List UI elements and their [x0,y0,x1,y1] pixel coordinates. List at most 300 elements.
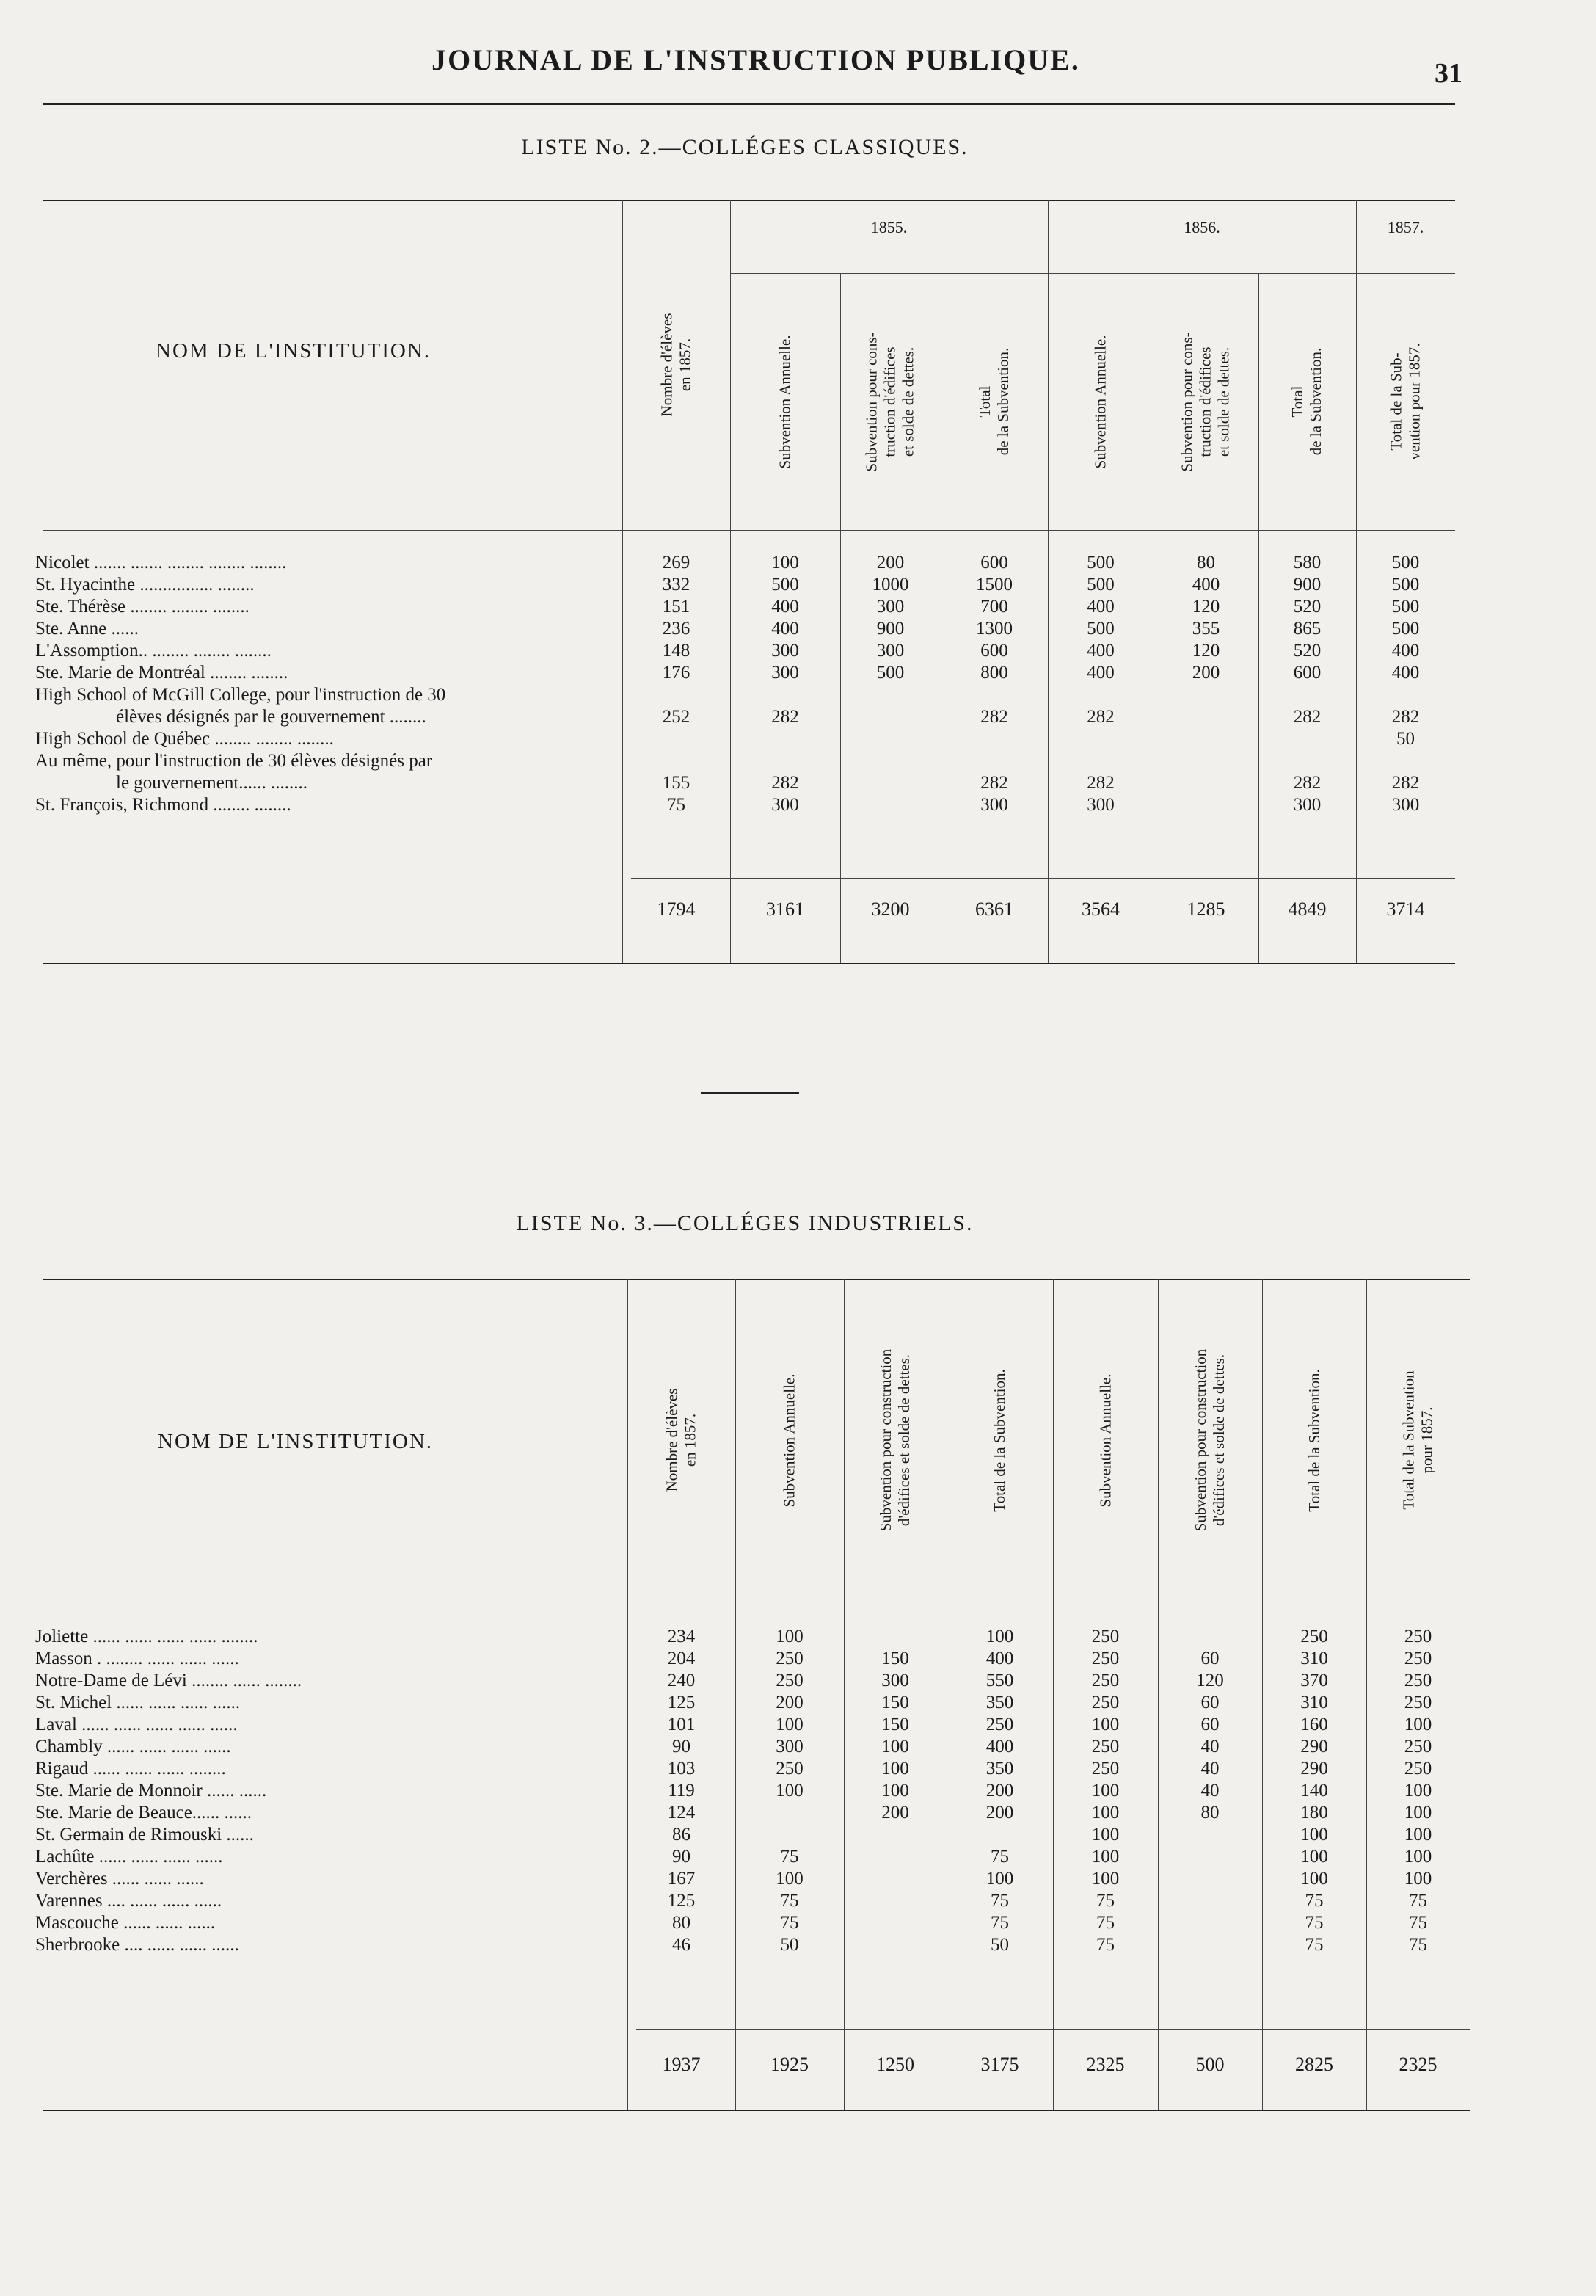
table-cell [844,1934,947,1956]
table-cell [1158,1890,1262,1912]
list3-column-header: Total de la Subvention pour 1857. [1399,1370,1436,1510]
table-cell: 300 [876,597,905,617]
total-cell: 1794 [657,898,696,920]
table-cell: 60 [1200,1715,1220,1734]
table-cell: 90 [672,1737,690,1756]
total-cell: 1925 [770,2054,809,2075]
table-cell [844,1890,947,1912]
table-cell: 75 [1305,1935,1324,1955]
table-row [35,1890,1470,1912]
institution-name: Verchères ...... ...... ...... [35,1869,204,1889]
table-cell: 250 [1404,1759,1432,1779]
table-row [35,552,1455,574]
table-cell: 150 [881,1649,909,1668]
table-cell: 400 [1087,597,1115,617]
total-cell: 3175 [980,2054,1019,2075]
table-row [35,1912,1470,1934]
table-cell: 282 [1293,707,1322,727]
table-cell: 500 [1087,575,1115,595]
table-row [35,618,1455,640]
list2-column-header: Subvention Annuelle. [1091,335,1109,468]
institution-name: Masson . ........ ...... ...... ...... [35,1649,239,1668]
table-cell: 176 [662,663,690,683]
table-cell [1158,1626,1262,1648]
total-cell: 2825 [1295,2054,1333,2075]
table-cell: 350 [985,1759,1014,1779]
table-cell: 40 [1200,1759,1220,1779]
table-cell: 75 [991,1847,1009,1867]
table-cell [1048,728,1154,750]
table-cell: 120 [1192,641,1220,661]
list3-table [35,1626,1470,1956]
table-cell: 332 [662,575,690,595]
table-cell: 282 [771,707,799,727]
table-cell [622,728,730,750]
total-cell: 1250 [876,2054,914,2075]
table-cell: 150 [881,1693,909,1712]
table-cell [840,728,941,750]
table-cell: 100 [1091,1715,1120,1734]
institution-name: Sherbrooke .... ...... ...... ...... [35,1935,239,1955]
list2-year-1857: 1857. [1387,218,1424,236]
table-cell: 520 [1293,597,1322,617]
total-cell: 4849 [1288,898,1327,920]
table-cell: 125 [667,1693,696,1712]
table-cell: 100 [776,1715,804,1734]
list2-column-header: Total de la Subvention. [976,347,1012,456]
table-cell: 400 [1391,663,1420,683]
table-cell: 155 [662,773,690,793]
list2-totals [622,898,1455,920]
table-cell: 250 [985,1715,1014,1734]
table-cell: 250 [1404,1671,1432,1690]
table-cell: 500 [1391,575,1420,595]
table-cell: 100 [1300,1825,1328,1845]
table-cell: 350 [985,1693,1014,1712]
table-cell: 1300 [976,619,1013,639]
institution-name: Ste. Marie de Montréal ........ ........ [35,663,288,683]
table-cell [1154,684,1258,728]
table-cell [844,1626,947,1648]
list2-bottom-rule [43,963,1455,964]
institution-name: Ste. Thérèse ........ ........ ........ [35,597,249,617]
institution-name: High School of McGill College, pour l'instruction de 30 élèves désignés par le gouvernement ........ [35,685,446,727]
table-cell [844,1824,947,1846]
table-cell: 300 [771,663,799,683]
table-cell: 90 [672,1847,690,1867]
table-cell: 101 [667,1715,696,1734]
table-cell: 700 [980,597,1008,617]
table-row [35,1626,1470,1648]
table-cell: 151 [662,597,690,617]
table-cell: 75 [780,1891,799,1911]
table-cell: 200 [776,1693,804,1712]
table-cell: 240 [667,1671,696,1690]
table-cell: 300 [876,641,905,661]
table-cell: 75 [780,1847,799,1867]
institution-name: St. Germain de Rimouski ...... [35,1825,254,1845]
table-cell: 100 [1091,1825,1120,1845]
total-cell: 1937 [662,2054,701,2075]
table-cell: 100 [881,1781,909,1801]
table-cell: 250 [776,1649,804,1668]
table-cell: 80 [1197,553,1215,573]
list3-column-header: Total de la Subvention. [1305,1368,1323,1512]
table-cell: 50 [991,1935,1009,1955]
institution-name: Nicolet ....... ....... ........ ........ ........ [35,553,287,573]
table-row [35,1934,1470,1956]
list2-column-header: Subvention Annuelle. [776,335,794,468]
table-cell: 500 [1087,619,1115,639]
total-cell: 500 [1195,2054,1225,2075]
table-cell: 86 [672,1825,690,1845]
list3-bottom-rule [43,2110,1470,2111]
table-cell: 234 [667,1627,696,1646]
table-cell: 1500 [976,575,1013,595]
table-cell: 400 [1391,641,1420,661]
table-cell [844,1912,947,1934]
institution-name: Notre-Dame de Lévi ........ ...... ........ [35,1671,302,1690]
table-cell: 600 [1293,663,1322,683]
table-cell: 40 [1200,1737,1220,1756]
list2-column-header: Subvention pour cons- truction d'édifices et solde de dettes. [1178,331,1233,472]
table-cell [840,794,941,816]
table-cell: 148 [662,641,690,661]
table-cell: 290 [1300,1759,1328,1779]
table-cell [730,728,840,750]
table-cell [840,684,941,728]
list3-total-rule [636,2029,1470,2030]
table-cell: 500 [1391,597,1420,617]
table-cell: 300 [1293,795,1322,815]
table-cell [844,1868,947,1890]
table-cell: 400 [1087,641,1115,661]
table-row [35,574,1455,596]
table-cell: 75 [667,795,685,815]
table-cell [840,750,941,794]
table-cell [1158,1934,1262,1956]
total-cell: 3200 [871,898,910,920]
table-cell: 250 [1091,1693,1120,1712]
table-cell: 520 [1293,641,1322,661]
institution-name: Chambly ...... ...... ...... ...... [35,1737,231,1756]
table-cell: 250 [1404,1737,1432,1756]
table-cell: 75 [991,1913,1009,1933]
total-cell: 1285 [1187,898,1225,920]
total-cell: 6361 [975,898,1013,920]
table-row [35,1758,1470,1780]
table-cell: 580 [1293,553,1322,573]
table-cell: 100 [1091,1847,1120,1867]
table-cell: 250 [1091,1627,1120,1646]
table-cell: 120 [1196,1671,1224,1690]
table-row [35,1846,1470,1868]
list2-header-rule [43,530,1455,531]
table-row [35,728,1455,750]
list3-totals [627,2054,1470,2076]
list2-column-header: Nombre d'élèves en 1857. [657,313,694,417]
table-cell: 300 [771,795,799,815]
header-rule [43,103,1455,109]
table-cell: 100 [1404,1825,1432,1845]
list2-top-rule [43,200,1455,201]
table-cell: 600 [980,553,1008,573]
list2-name-header: NOM DE L'INSTITUTION. [156,339,431,363]
table-cell: 282 [1087,773,1115,793]
table-row [35,662,1455,684]
table-cell: 75 [1305,1913,1324,1933]
total-cell: 3564 [1082,898,1120,920]
total-cell: 2325 [1086,2054,1125,2075]
list2-column-header: Subvention pour cons- truction d'édifices et solde de dettes. [863,331,917,472]
table-cell: 400 [771,597,799,617]
table-cell [1158,1824,1262,1846]
table-cell: 200 [985,1781,1014,1801]
table-cell: 75 [1409,1935,1427,1955]
table-row [35,1868,1470,1890]
table-cell: 250 [1404,1649,1432,1668]
table-cell [1158,1868,1262,1890]
institution-name: Mascouche ...... ...... ...... [35,1913,216,1933]
table-cell: 100 [1091,1781,1120,1801]
table-cell: 800 [980,663,1008,683]
table-cell: 400 [771,619,799,639]
institution-name: Joliette ...... ...... ...... ...... ........ [35,1627,258,1646]
institution-name: Ste. Anne ...... [35,619,139,639]
table-cell: 282 [1391,707,1420,727]
table-cell: 865 [1293,619,1322,639]
table-row [35,1824,1470,1846]
table-cell: 500 [1087,553,1115,573]
table-cell: 75 [1096,1935,1115,1955]
table-cell: 100 [985,1627,1014,1646]
total-cell: 3161 [766,898,804,920]
list2-year-1855: 1855. [870,218,908,236]
table-cell: 400 [985,1737,1014,1756]
list3-column-header: Nombre d'élèves en 1857. [663,1388,699,1492]
table-cell: 300 [980,795,1008,815]
table-cell [1158,1846,1262,1868]
table-cell: 500 [1391,553,1420,573]
list3-name-header: NOM DE L'INSTITUTION. [158,1430,434,1453]
table-cell: 100 [1404,1715,1432,1734]
institution-name: Laval ...... ...... ...... ...... ...... [35,1715,238,1734]
table-cell: 150 [881,1715,909,1734]
table-cell: 46 [672,1935,690,1955]
table-cell: 200 [876,553,905,573]
table-cell: 119 [668,1781,695,1801]
table-cell: 100 [771,553,799,573]
table-cell: 355 [1192,619,1220,639]
total-cell: 3714 [1386,898,1425,920]
table-cell: 500 [771,575,799,595]
table-cell: 250 [1404,1693,1432,1712]
table-cell: 100 [1300,1869,1328,1889]
table-row [35,596,1455,618]
page-number: 31 [1435,58,1462,89]
institution-name: High School de Québec ........ ........ ........ [35,729,334,749]
table-cell: 300 [881,1671,909,1690]
table-cell: 75 [1409,1891,1427,1911]
section-divider [701,1092,799,1094]
table-cell: 310 [1300,1649,1328,1668]
list2-title: LISTE No. 2.—COLLÉGES CLASSIQUES. [521,135,969,159]
table-cell: 100 [1404,1847,1432,1867]
table-cell: 252 [662,707,690,727]
table-cell [1154,750,1258,794]
list3-title: LISTE No. 3.—COLLÉGES INDUSTRIELS. [516,1211,974,1235]
table-cell: 1000 [872,575,909,595]
list2-column-header: Total de la Subvention. [1289,347,1325,456]
table-cell: 282 [980,707,1008,727]
institution-name: Au même, pour l'instruction de 30 élèves désignés par le gouvernement...... ........ [35,751,433,793]
table-cell: 40 [1200,1781,1220,1801]
table-cell: 100 [1404,1781,1432,1801]
table-cell: 140 [1300,1781,1328,1801]
table-cell: 60 [1200,1649,1220,1668]
journal-title: JOURNAL DE L'INSTRUCTION PUBLIQUE. [431,43,1080,76]
table-cell: 100 [1404,1803,1432,1823]
table-cell: 600 [980,641,1008,661]
table-cell [735,1824,844,1846]
table-cell: 282 [1391,773,1420,793]
table-cell [1154,794,1258,816]
table-cell [735,1802,844,1824]
table-cell [1258,728,1356,750]
institution-name: St. Michel ...... ...... ...... ...... [35,1693,241,1712]
table-cell: 100 [1091,1869,1120,1889]
table-row [35,684,1455,728]
table-cell: 500 [1391,619,1420,639]
table-cell: 75 [780,1913,799,1933]
list2-total-rule [631,878,1455,879]
table-cell: 60 [1200,1693,1220,1712]
table-cell: 100 [881,1737,909,1756]
table-cell: 282 [980,773,1008,793]
table-cell: 400 [985,1649,1014,1668]
list3-column-header: Subvention Annuelle. [780,1373,798,1507]
institution-name: Ste. Marie de Monnoir ...... ...... [35,1781,267,1801]
table-cell: 250 [776,1759,804,1779]
list2-table [35,552,1455,816]
table-cell: 80 [1200,1803,1220,1823]
table-cell: 50 [780,1935,799,1955]
table-cell: 124 [667,1803,696,1823]
list2-year-1856: 1856. [1184,218,1220,236]
table-cell: 200 [985,1803,1014,1823]
table-cell: 300 [1087,795,1115,815]
table-cell: 200 [1192,663,1220,683]
table-cell: 100 [881,1759,909,1779]
list3-column-header: Subvention pour construction d'édifices et solde de dettes. [877,1348,914,1532]
total-cell: 2325 [1399,2054,1438,2075]
table-cell: 75 [1096,1891,1115,1911]
institution-name: Ste. Marie de Beauce...... ...... [35,1803,252,1823]
table-row [35,1670,1470,1692]
table-cell: 300 [776,1737,804,1756]
table-row [35,1780,1470,1802]
table-cell: 103 [667,1759,696,1779]
table-cell: 100 [1404,1869,1432,1889]
table-cell: 250 [1091,1671,1120,1690]
table-cell: 282 [771,773,799,793]
table-cell: 250 [1091,1737,1120,1756]
table-cell: 282 [1293,773,1322,793]
table-cell: 100 [1300,1847,1328,1867]
table-cell: 75 [1409,1913,1427,1933]
table-cell: 250 [1091,1649,1120,1668]
table-row [35,794,1455,816]
table-cell [1158,1912,1262,1934]
table-cell: 200 [881,1803,909,1823]
table-row [35,640,1455,662]
table-cell: 75 [1305,1891,1324,1911]
table-cell: 75 [991,1891,1009,1911]
table-cell: 500 [876,663,905,683]
institution-name: Rigaud ...... ...... ...... ........ [35,1759,226,1779]
table-row [35,750,1455,794]
table-cell: 167 [667,1869,696,1889]
table-cell: 120 [1192,597,1220,617]
table-cell: 180 [1300,1803,1328,1823]
table-cell: 75 [1096,1913,1115,1933]
table-cell: 400 [1192,575,1220,595]
institution-name: Lachûte ...... ...... ...... ...... [35,1847,223,1867]
table-row [35,1736,1470,1758]
table-row [35,1692,1470,1714]
table-cell [947,1824,1053,1846]
table-cell: 900 [876,619,905,639]
table-cell [844,1846,947,1868]
table-cell: 300 [771,641,799,661]
table-cell: 125 [667,1891,696,1911]
table-cell: 250 [1091,1759,1120,1779]
table-cell: 100 [985,1869,1014,1889]
table-cell: 900 [1293,575,1322,595]
table-row [35,1714,1470,1736]
institution-name: L'Assomption.. ........ ........ ........ [35,641,272,661]
table-cell: 160 [1300,1715,1328,1734]
table-cell: 80 [672,1913,690,1933]
table-cell: 400 [1087,663,1115,683]
institution-name: Varennes .... ...... ...... ...... [35,1891,222,1911]
table-cell: 310 [1300,1693,1328,1712]
table-cell: 250 [1300,1627,1328,1646]
list3-column-header: Total de la Subvention. [991,1368,1008,1512]
table-cell [941,728,1048,750]
table-cell: 300 [1391,795,1420,815]
table-row [35,1648,1470,1670]
table-cell: 236 [662,619,690,639]
table-cell: 100 [1091,1803,1120,1823]
list3-column-header: Subvention Annuelle. [1096,1373,1114,1507]
list3-column-header: Subvention pour construction d'édifices et solde de dettes. [1192,1348,1228,1532]
table-cell: 100 [776,1627,804,1646]
table-cell: 269 [662,553,690,573]
table-cell: 370 [1300,1671,1328,1690]
table-cell: 204 [667,1649,696,1668]
table-cell: 550 [985,1671,1014,1690]
table-cell: 290 [1300,1737,1328,1756]
institution-name: St. François, Richmond ........ ........ [35,795,291,815]
table-cell: 50 [1396,729,1415,749]
table-cell: 282 [1087,707,1115,727]
table-cell: 250 [776,1671,804,1690]
table-cell [1154,728,1258,750]
table-cell: 100 [776,1781,804,1801]
list2-column-header: Total de la Sub- vention pour 1857. [1387,343,1424,460]
table-cell: 100 [776,1869,804,1889]
